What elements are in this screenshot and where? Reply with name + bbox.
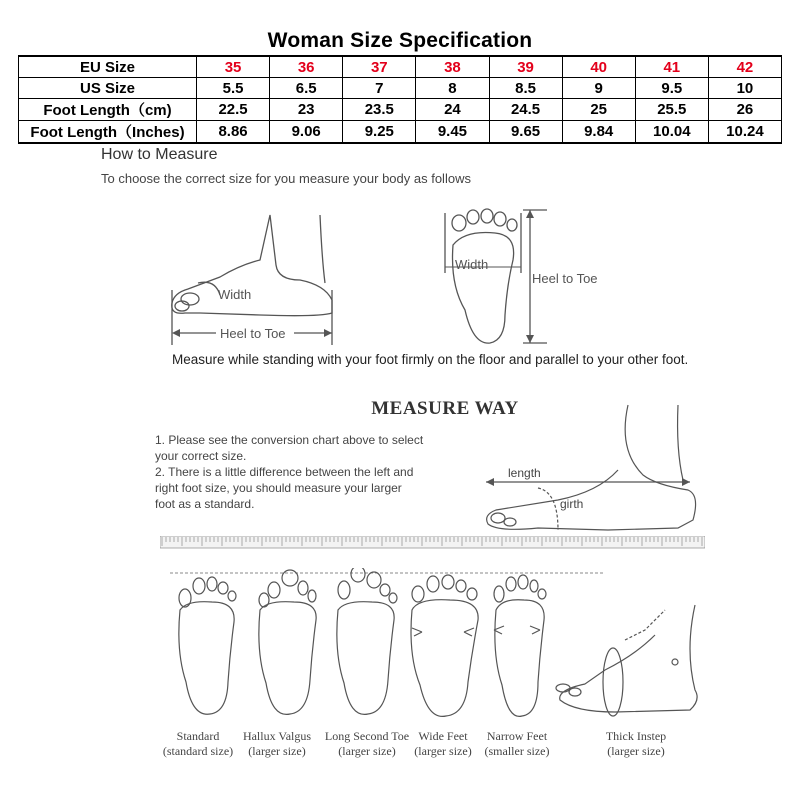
foot-type-size-note: (larger size): [338, 744, 396, 758]
size-table-row: [19, 56, 782, 78]
foot-type-name: Thick Instep: [605, 729, 667, 743]
size-cell: 25: [562, 99, 635, 121]
size-cell: 26: [708, 99, 781, 121]
size-cell: 6.5: [270, 78, 343, 99]
foot-type-caption: [153, 729, 243, 759]
size-row-label: Foot Length（cm): [19, 99, 197, 121]
instruction-step-1: 1. Please see the conversion chart above to select your correct size.: [155, 433, 424, 463]
sole-foot-diagram: [435, 205, 625, 350]
size-cell: 25.5: [635, 99, 708, 121]
size-cell: 9.25: [343, 121, 416, 144]
sole-outline: [453, 233, 514, 344]
size-cell: 8.5: [489, 78, 562, 99]
size-cell: 23: [270, 99, 343, 121]
page-title: Woman Size Specification: [267, 29, 533, 52]
foot-thick-instep-icon: [545, 600, 705, 725]
size-cell: 9.06: [270, 121, 343, 144]
side-width-label: Width: [218, 287, 252, 302]
foot-standard-icon: [172, 572, 242, 722]
foot-type-name: Wide Feet: [418, 729, 468, 743]
sole-heel-to-toe-label: Heel to Toe: [532, 271, 598, 286]
size-cell: 22.5: [197, 99, 270, 121]
side-heel-to-toe-label: Heel to Toe: [220, 326, 286, 341]
how-to-measure-subtitle: To choose the correct size for you measure your body as follows: [101, 171, 471, 186]
size-row-label: EU Size: [19, 56, 197, 78]
size-cell: 23.5: [343, 99, 416, 121]
length-label: length: [508, 466, 541, 480]
size-cell: 10: [708, 78, 781, 99]
size-table-row: [19, 121, 782, 144]
foot-type-size-note: (larger size): [248, 744, 306, 758]
measure-way-title: MEASURE WAY: [371, 398, 519, 419]
size-cell: 10.04: [635, 121, 708, 144]
size-cell: 40: [562, 56, 635, 78]
side-foot-diagram: [160, 205, 350, 350]
ruler: [160, 536, 705, 550]
side-foot-outline: [172, 215, 332, 316]
size-cell: 10.24: [708, 121, 781, 144]
size-cell: 39: [489, 56, 562, 78]
size-cell: 38: [416, 56, 489, 78]
how-to-measure-title: How to Measure: [101, 146, 218, 163]
measure-note: Measure while standing with your foot firmly on the floor and parallel to your other foot.: [172, 352, 689, 367]
length-girth-diagram: [478, 400, 708, 540]
size-cell: 42: [708, 56, 781, 78]
size-cell: 8.86: [197, 121, 270, 144]
measure-way-instructions: [155, 432, 425, 512]
foot-wide-feet-icon: [408, 570, 483, 725]
size-cell: 24.5: [489, 99, 562, 121]
foot-type-name: Narrow Feet: [486, 729, 548, 743]
size-cell: 9.65: [489, 121, 562, 144]
instruction-step-2: 2. There is a little difference between the left and right foot size, you should measure your larger foot as a standard.: [155, 465, 414, 511]
size-cell: 9.5: [635, 78, 708, 99]
size-cell: 41: [635, 56, 708, 78]
size-cell: 9.84: [562, 121, 635, 144]
size-cell: 36: [270, 56, 343, 78]
sole-width-label: Width: [455, 257, 489, 272]
foot-type-size-note: (smaller size): [484, 744, 550, 758]
foot-type-caption: [232, 729, 322, 759]
size-table: [18, 55, 782, 144]
foot-type-name: Long Second Toe: [324, 729, 410, 743]
size-cell: 24: [416, 99, 489, 121]
size-cell: 9: [562, 78, 635, 99]
size-table-row: [19, 78, 782, 99]
foot-type-name: Hallux Valgus: [242, 729, 312, 743]
girth-label: girth: [560, 497, 584, 511]
size-cell: 35: [197, 56, 270, 78]
size-row-label: US Size: [19, 78, 197, 99]
foot-type-size-note: (larger size): [414, 744, 472, 758]
size-cell: 37: [343, 56, 416, 78]
foot-long-second-toe-icon: [330, 568, 405, 723]
foot-type-caption: [472, 729, 562, 759]
foot-type-name: Standard: [176, 729, 220, 743]
foot-type-size-note: (larger size): [607, 744, 665, 758]
foot-type-size-note: (standard size): [162, 744, 234, 758]
size-row-label: Foot Length（Inches): [19, 121, 197, 144]
size-cell: 9.45: [416, 121, 489, 144]
size-cell: 8: [416, 78, 489, 99]
size-cell: 5.5: [197, 78, 270, 99]
foot-hallux-valgus-icon: [252, 568, 327, 723]
size-cell: 7: [343, 78, 416, 99]
size-table-row: [19, 99, 782, 121]
foot-type-caption: [591, 729, 681, 759]
